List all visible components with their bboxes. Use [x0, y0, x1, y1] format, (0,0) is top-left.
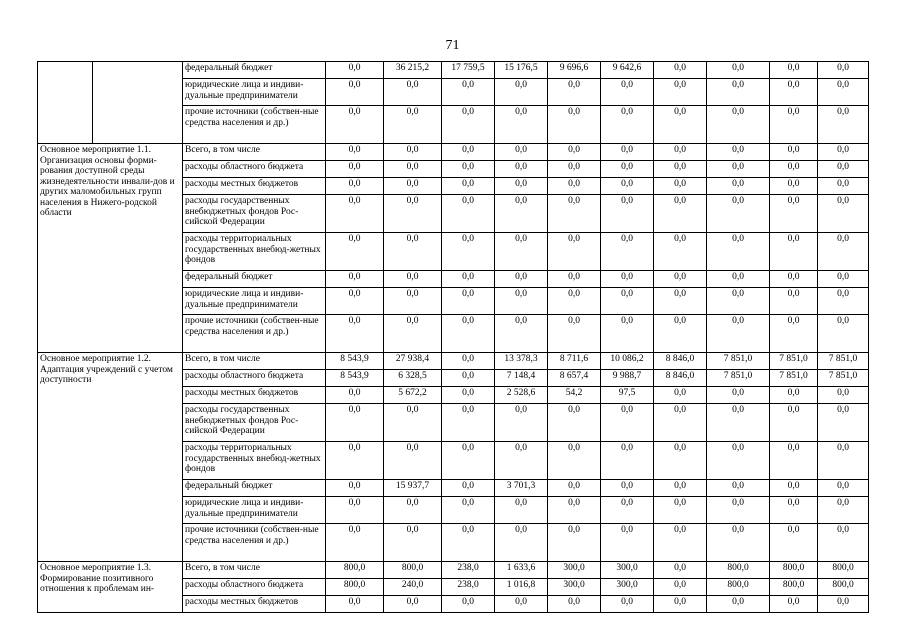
activity-name: Основное мероприятие 1.2. Адаптация учреждений с учетом доступности [38, 353, 183, 562]
value-cell: 0,0 [654, 404, 707, 442]
value-cell: 10 086,2 [601, 353, 654, 370]
value-cell: 3 701,3 [495, 480, 548, 497]
value-cell: 0,0 [601, 106, 654, 144]
table-row [38, 62, 869, 79]
value-cell: 0,0 [601, 288, 654, 315]
value-cell: 2 528,6 [495, 387, 548, 404]
value-cell: 0,0 [548, 195, 601, 233]
value-cell: 0,0 [707, 161, 770, 178]
value-cell: 0,0 [326, 233, 384, 271]
table-row [38, 562, 869, 579]
value-cell: 0,0 [326, 596, 384, 613]
value-cell: 0,0 [770, 233, 818, 271]
value-cell: 0,0 [770, 524, 818, 562]
value-cell: 0,0 [442, 596, 495, 613]
value-cell: 0,0 [384, 271, 442, 288]
value-cell: 0,0 [818, 387, 869, 404]
value-cell: 0,0 [384, 497, 442, 524]
value-cell: 0,0 [326, 106, 384, 144]
value-cell: 0,0 [707, 195, 770, 233]
value-cell: 0,0 [601, 524, 654, 562]
value-cell: 0,0 [654, 596, 707, 613]
funding-source: расходы областного бюджета [183, 370, 326, 387]
value-cell: 0,0 [601, 315, 654, 353]
value-cell: 0,0 [654, 79, 707, 106]
value-cell: 0,0 [770, 480, 818, 497]
value-cell: 7 851,0 [707, 353, 770, 370]
value-cell: 0,0 [818, 288, 869, 315]
value-cell: 0,0 [495, 442, 548, 480]
value-cell: 0,0 [707, 79, 770, 106]
value-cell: 0,0 [818, 161, 869, 178]
value-cell: 0,0 [707, 442, 770, 480]
funding-source: юридические лица и индиви-дуальные предприниматели [183, 79, 326, 106]
funding-source: расходы государственных внебюджетных фондов Рос-сийской Федерации [183, 195, 326, 233]
funding-source: прочие источники (собствен-ные средства населения и др.) [183, 315, 326, 353]
table-row [38, 353, 869, 370]
value-cell: 0,0 [707, 233, 770, 271]
value-cell: 0,0 [495, 144, 548, 161]
value-cell: 8 543,9 [326, 370, 384, 387]
value-cell: 0,0 [707, 106, 770, 144]
value-cell: 0,0 [384, 404, 442, 442]
value-cell: 0,0 [707, 288, 770, 315]
value-cell: 0,0 [707, 315, 770, 353]
value-cell: 0,0 [326, 288, 384, 315]
value-cell: 8 543,9 [326, 353, 384, 370]
value-cell: 0,0 [654, 62, 707, 79]
value-cell: 0,0 [818, 480, 869, 497]
value-cell: 0,0 [442, 370, 495, 387]
value-cell: 0,0 [442, 144, 495, 161]
value-cell: 0,0 [326, 79, 384, 106]
value-cell: 0,0 [495, 161, 548, 178]
value-cell: 0,0 [770, 144, 818, 161]
value-cell: 0,0 [707, 480, 770, 497]
value-cell: 0,0 [818, 404, 869, 442]
value-cell: 0,0 [384, 79, 442, 106]
value-cell: 0,0 [548, 79, 601, 106]
value-cell: 800,0 [770, 562, 818, 579]
value-cell: 0,0 [442, 404, 495, 442]
value-cell: 0,0 [770, 161, 818, 178]
value-cell: 0,0 [601, 195, 654, 233]
value-cell: 0,0 [548, 288, 601, 315]
value-cell: 7 851,0 [770, 370, 818, 387]
value-cell: 7 851,0 [818, 370, 869, 387]
value-cell: 0,0 [548, 442, 601, 480]
value-cell: 0,0 [818, 195, 869, 233]
value-cell: 0,0 [326, 144, 384, 161]
value-cell: 9 642,6 [601, 62, 654, 79]
value-cell: 0,0 [548, 497, 601, 524]
value-cell: 0,0 [442, 161, 495, 178]
funding-source: федеральный бюджет [183, 480, 326, 497]
value-cell: 7 148,4 [495, 370, 548, 387]
value-cell: 0,0 [770, 195, 818, 233]
funding-source: расходы местных бюджетов [183, 596, 326, 613]
value-cell: 0,0 [495, 288, 548, 315]
value-cell: 0,0 [326, 271, 384, 288]
value-cell: 0,0 [548, 161, 601, 178]
value-cell: 0,0 [326, 497, 384, 524]
value-cell: 7 851,0 [770, 353, 818, 370]
value-cell: 0,0 [707, 387, 770, 404]
value-cell: 0,0 [495, 178, 548, 195]
value-cell: 0,0 [601, 178, 654, 195]
value-cell: 0,0 [818, 144, 869, 161]
value-cell: 0,0 [654, 497, 707, 524]
funding-source: юридические лица и индиви-дуальные предприниматели [183, 497, 326, 524]
funding-source: федеральный бюджет [183, 62, 326, 79]
value-cell: 0,0 [654, 106, 707, 144]
value-cell: 0,0 [495, 79, 548, 106]
value-cell: 0,0 [818, 442, 869, 480]
value-cell: 27 938,4 [384, 353, 442, 370]
value-cell: 0,0 [442, 387, 495, 404]
value-cell: 0,0 [770, 315, 818, 353]
page-number: 71 [445, 38, 460, 53]
value-cell: 8 711,6 [548, 353, 601, 370]
value-cell: 0,0 [326, 161, 384, 178]
value-cell: 0,0 [654, 161, 707, 178]
value-cell: 800,0 [707, 579, 770, 596]
value-cell: 0,0 [495, 233, 548, 271]
value-cell: 0,0 [654, 442, 707, 480]
value-cell: 0,0 [384, 233, 442, 271]
value-cell: 0,0 [601, 596, 654, 613]
value-cell: 0,0 [495, 404, 548, 442]
value-cell: 0,0 [326, 62, 384, 79]
value-cell: 0,0 [548, 106, 601, 144]
value-cell: 0,0 [384, 195, 442, 233]
value-cell: 0,0 [601, 497, 654, 524]
value-cell: 54,2 [548, 387, 601, 404]
value-cell: 240,0 [384, 579, 442, 596]
value-cell: 0,0 [770, 106, 818, 144]
value-cell: 800,0 [326, 562, 384, 579]
value-cell: 0,0 [442, 178, 495, 195]
funding-source: юридические лица и индиви-дуальные предприниматели [183, 288, 326, 315]
value-cell: 0,0 [442, 524, 495, 562]
value-cell: 0,0 [770, 288, 818, 315]
value-cell: 0,0 [326, 178, 384, 195]
value-cell: 0,0 [548, 178, 601, 195]
funding-source: прочие источники (собствен-ные средства населения и др.) [183, 106, 326, 144]
value-cell: 0,0 [384, 524, 442, 562]
value-cell: 0,0 [601, 161, 654, 178]
value-cell: 0,0 [601, 480, 654, 497]
value-cell: 0,0 [654, 524, 707, 562]
value-cell: 0,0 [495, 106, 548, 144]
value-cell: 9 988,7 [601, 370, 654, 387]
value-cell: 0,0 [601, 79, 654, 106]
value-cell: 0,0 [326, 387, 384, 404]
value-cell: 0,0 [654, 315, 707, 353]
value-cell: 8 657,4 [548, 370, 601, 387]
value-cell: 0,0 [548, 404, 601, 442]
value-cell: 0,0 [601, 233, 654, 271]
value-cell: 0,0 [548, 271, 601, 288]
value-cell: 0,0 [326, 315, 384, 353]
value-cell: 0,0 [326, 404, 384, 442]
value-cell: 300,0 [601, 579, 654, 596]
value-cell: 0,0 [707, 144, 770, 161]
value-cell: 0,0 [495, 195, 548, 233]
value-cell: 0,0 [548, 596, 601, 613]
value-cell: 13 378,3 [495, 353, 548, 370]
value-cell: 0,0 [442, 288, 495, 315]
value-cell: 9 696,6 [548, 62, 601, 79]
table-body [38, 62, 869, 613]
value-cell: 0,0 [818, 106, 869, 144]
value-cell: 0,0 [442, 106, 495, 144]
value-cell: 0,0 [654, 288, 707, 315]
value-cell: 0,0 [770, 497, 818, 524]
table-row [38, 144, 869, 161]
value-cell: 0,0 [818, 79, 869, 106]
value-cell: 6 328,5 [384, 370, 442, 387]
value-cell: 0,0 [495, 596, 548, 613]
value-cell: 0,0 [442, 442, 495, 480]
value-cell: 0,0 [442, 195, 495, 233]
value-cell: 0,0 [770, 79, 818, 106]
funding-source: расходы местных бюджетов [183, 387, 326, 404]
value-cell: 8 846,0 [654, 353, 707, 370]
value-cell: 36 215,2 [384, 62, 442, 79]
value-cell: 0,0 [654, 144, 707, 161]
value-cell: 300,0 [548, 579, 601, 596]
value-cell: 0,0 [707, 178, 770, 195]
value-cell: 0,0 [384, 144, 442, 161]
value-cell: 0,0 [770, 404, 818, 442]
value-cell: 300,0 [601, 562, 654, 579]
value-cell: 0,0 [654, 271, 707, 288]
value-cell: 0,0 [818, 315, 869, 353]
value-cell: 1 016,8 [495, 579, 548, 596]
activity-name: Основное мероприятие 1.3. Формирование позитивного отношения к проблемам ин- [38, 562, 183, 613]
funding-source: Всего, в том числе [183, 562, 326, 579]
funding-source: расходы областного бюджета [183, 161, 326, 178]
activity-cell-empty [93, 62, 183, 144]
value-cell: 0,0 [654, 178, 707, 195]
value-cell: 0,0 [384, 288, 442, 315]
value-cell: 0,0 [384, 315, 442, 353]
value-cell: 0,0 [601, 404, 654, 442]
value-cell: 0,0 [384, 596, 442, 613]
value-cell: 0,0 [707, 271, 770, 288]
value-cell: 0,0 [384, 106, 442, 144]
value-cell: 0,0 [326, 195, 384, 233]
value-cell: 800,0 [770, 579, 818, 596]
value-cell: 0,0 [770, 596, 818, 613]
value-cell: 0,0 [548, 233, 601, 271]
value-cell: 0,0 [707, 404, 770, 442]
value-cell: 800,0 [707, 562, 770, 579]
value-cell: 0,0 [442, 271, 495, 288]
value-cell: 0,0 [654, 195, 707, 233]
funding-source: Всего, в том числе [183, 353, 326, 370]
value-cell: 0,0 [601, 144, 654, 161]
funding-source: расходы государственных внебюджетных фондов Рос-сийской Федерации [183, 404, 326, 442]
value-cell: 0,0 [818, 596, 869, 613]
value-cell: 0,0 [495, 497, 548, 524]
value-cell: 0,0 [818, 497, 869, 524]
value-cell: 0,0 [654, 579, 707, 596]
value-cell: 0,0 [818, 233, 869, 271]
funding-source: Всего, в том числе [183, 144, 326, 161]
value-cell: 0,0 [818, 178, 869, 195]
value-cell: 0,0 [707, 524, 770, 562]
value-cell: 0,0 [326, 524, 384, 562]
value-cell: 0,0 [770, 387, 818, 404]
value-cell: 0,0 [442, 497, 495, 524]
value-cell: 0,0 [818, 524, 869, 562]
value-cell: 0,0 [442, 480, 495, 497]
value-cell: 0,0 [384, 442, 442, 480]
funding-source: федеральный бюджет [183, 271, 326, 288]
value-cell: 0,0 [770, 271, 818, 288]
value-cell: 0,0 [654, 480, 707, 497]
value-cell: 0,0 [654, 387, 707, 404]
activity-name: Основное мероприятие 1.1. Организация основы форми-рования доступной среды жизнедеятельности инвали-дов и других маломобильных групп населения в Нижего-родской области [38, 144, 183, 353]
value-cell: 0,0 [495, 315, 548, 353]
funding-source: прочие источники (собствен-ные средства населения и др.) [183, 524, 326, 562]
value-cell: 0,0 [326, 442, 384, 480]
funding-source: расходы территориальных государственных внебюд-жетных фондов [183, 442, 326, 480]
value-cell: 0,0 [818, 62, 869, 79]
budget-table [37, 61, 869, 613]
value-cell: 238,0 [442, 579, 495, 596]
value-cell: 8 846,0 [654, 370, 707, 387]
value-cell: 0,0 [495, 271, 548, 288]
value-cell: 0,0 [442, 315, 495, 353]
value-cell: 0,0 [601, 442, 654, 480]
value-cell: 0,0 [384, 178, 442, 195]
value-cell: 97,5 [601, 387, 654, 404]
activity-cell-empty [38, 62, 93, 144]
value-cell: 0,0 [770, 62, 818, 79]
value-cell: 0,0 [654, 233, 707, 271]
value-cell: 0,0 [707, 62, 770, 79]
value-cell: 0,0 [548, 480, 601, 497]
value-cell: 0,0 [770, 442, 818, 480]
value-cell: 1 633,6 [495, 562, 548, 579]
value-cell: 0,0 [384, 161, 442, 178]
value-cell: 238,0 [442, 562, 495, 579]
value-cell: 300,0 [548, 562, 601, 579]
value-cell: 800,0 [818, 579, 869, 596]
value-cell: 7 851,0 [818, 353, 869, 370]
value-cell: 0,0 [442, 79, 495, 106]
value-cell: 0,0 [548, 315, 601, 353]
value-cell: 17 759,5 [442, 62, 495, 79]
value-cell: 800,0 [384, 562, 442, 579]
value-cell: 7 851,0 [707, 370, 770, 387]
value-cell: 0,0 [442, 233, 495, 271]
value-cell: 0,0 [818, 271, 869, 288]
value-cell: 800,0 [326, 579, 384, 596]
value-cell: 0,0 [548, 144, 601, 161]
value-cell: 0,0 [442, 353, 495, 370]
value-cell: 0,0 [707, 497, 770, 524]
value-cell: 0,0 [770, 178, 818, 195]
value-cell: 0,0 [326, 480, 384, 497]
funding-source: расходы областного бюджета [183, 579, 326, 596]
value-cell: 5 672,2 [384, 387, 442, 404]
funding-source: расходы территориальных государственных внебюд-жетных фондов [183, 233, 326, 271]
value-cell: 0,0 [601, 271, 654, 288]
value-cell: 15 937,7 [384, 480, 442, 497]
funding-source: расходы местных бюджетов [183, 178, 326, 195]
value-cell: 15 176,5 [495, 62, 548, 79]
value-cell: 0,0 [707, 596, 770, 613]
value-cell: 0,0 [548, 524, 601, 562]
value-cell: 0,0 [654, 562, 707, 579]
value-cell: 0,0 [495, 524, 548, 562]
value-cell: 800,0 [818, 562, 869, 579]
